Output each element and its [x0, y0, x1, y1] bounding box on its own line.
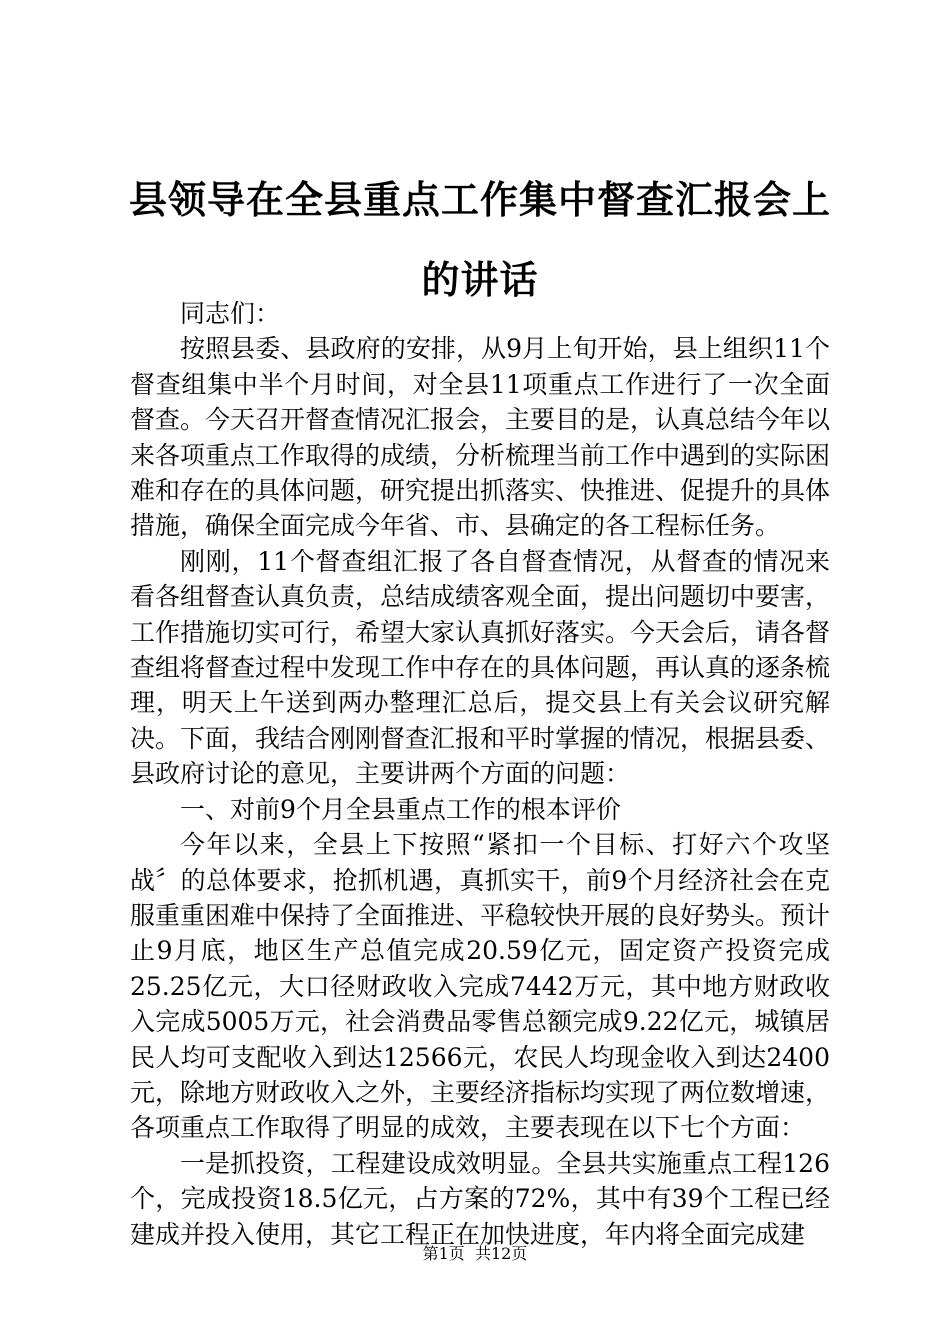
page-number: 第1页	[422, 1244, 465, 1263]
body-paragraph: 今年以来，全县上下按照“紧扣一个目标、打好六个攻坚战〞的总体要求，抢抓机遇，真抓实干，前9个月经济社会在克服重重困难中保持了全面推进、平稳较快开展的良好势头。预计止9月底，地区生产总值完成20.59亿元，固定资产投资完成25.25亿元，大口径财政收入完成7442万元，其中地方财政收入完成5005万元，社会消费品零售总额完成9.22亿元，城镇居民人均可支配收入到达12566元，农民人均现金收入到达2400元，除地方财政收入之外，主要经济指标均实现了两位数增速，各项重点工作取得了明显的成效，主要表现在以下七个方面：	[130, 830, 831, 1143]
document-title: 县领导在全县重点工作集中督查汇报会上的讲话	[128, 178, 831, 302]
body-paragraph: 一是抓投资，工程建设成效明显。全县共实施重点工程126个，完成投资18.5亿元，占方案的72%，其中有39个工程已经建成并投入使用，其它工程正在加快进度，年内将全面完成建	[130, 1148, 830, 1249]
salutation-paragraph: 同志们：	[180, 299, 281, 328]
page-footer	[0, 1242, 950, 1266]
page-total: 共12页	[474, 1244, 528, 1263]
section-heading: 一、对前9个月全县重点工作的根本评价	[180, 794, 621, 824]
body-paragraph: 按照县委、县政府的安排，从9月上旬开始，县上组织11个督查组集中半个月时间，对全县11项重点工作进行了一次全面督查。今天召开督查情况汇报会，主要目的是，认真总结今年以来各项重点工作取得的成绩，分析梳理当前工作中遇到的实际困难和存在的具体问题，研究提出抓落实、快推进、促提升的具体措施，确保全面完成今年省、市、县确定的各工程标任务。	[130, 334, 831, 541]
document-body	[130, 296, 830, 1252]
body-paragraph: 刚刚，11个督查组汇报了各自督查情况，从督查的情况来看各组督查认真负责，总结成绩客观全面，提出问题切中要害，工作措施切实可行，希望大家认真抓好落实。今天会后，请各督查组将督查过程中发现工作中存在的具体问题，再认真的逐条梳理，明天上午送到两办整理汇总后，提交县上有关会议研究解决。下面，我结合刚刚督查汇报和平时掌握的情况，根据县委、县政府讨论的意见，主要讲两个方面的问题：	[130, 546, 831, 789]
